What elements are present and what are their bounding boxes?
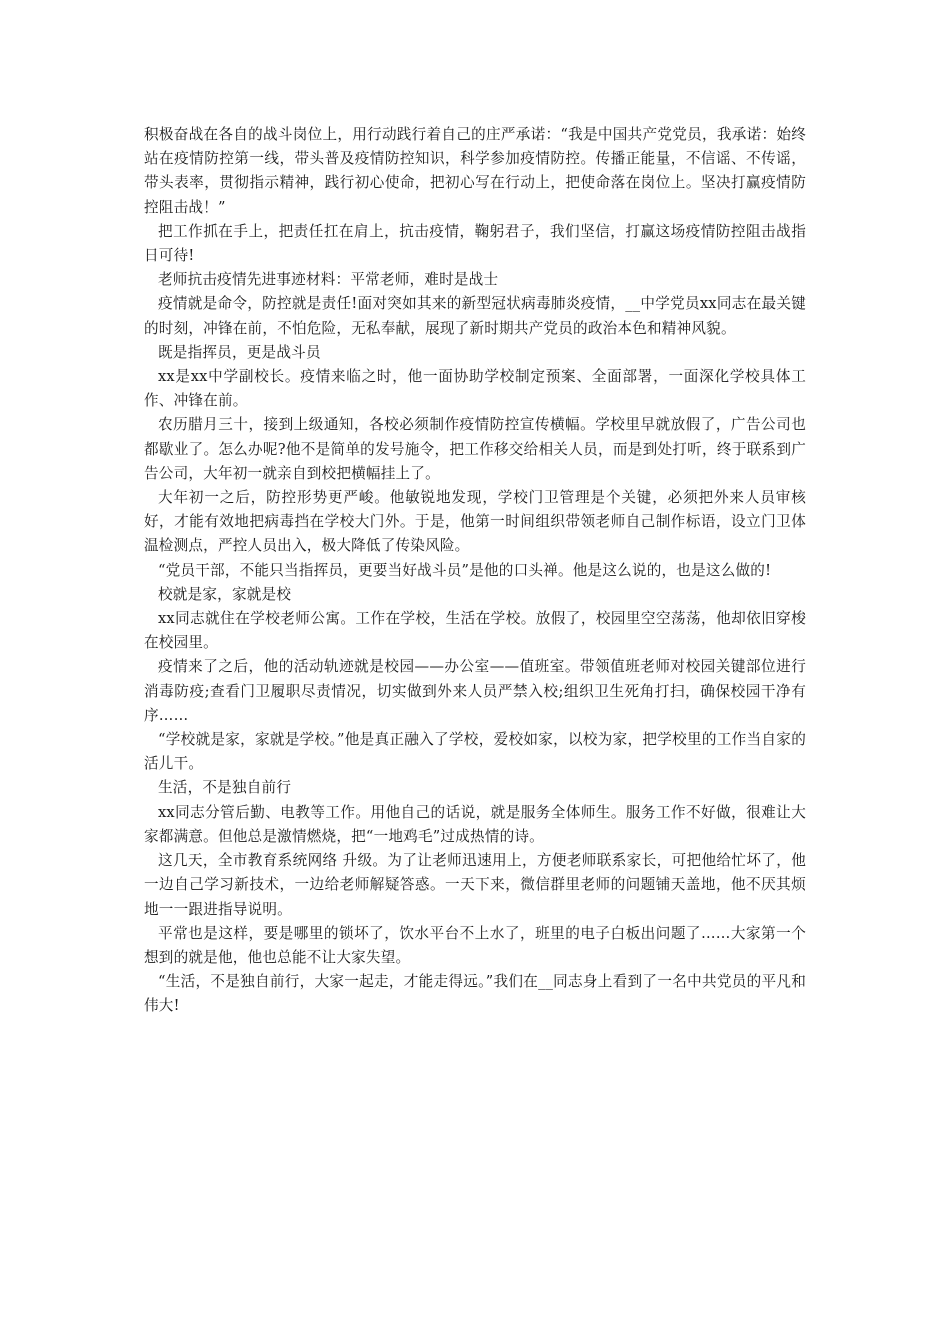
section-heading-home: 校就是家，家就是校 bbox=[158, 585, 292, 603]
paragraph-3: 疫情就是命令，防控就是责任!面对突如其来的新型冠状病毒肺炎疫情，__中学党员xx同志在最关键的时刻，冲锋在前，不怕危险，无私奉献，展现了新时期共产党员的政治本色和精神风貌。 bbox=[144, 295, 806, 337]
document-body bbox=[144, 123, 806, 1019]
paragraph-12: 这几天，全市教育系统网络 升级。为了让老师迅速用上，方便老师联系家长，可把他给忙坏了，他一边自己学习新技术，一边给老师解疑答惑。一天下来，微信群里老师的问题铺天盖地，他不厌其烦地一一跟进指导说明。 bbox=[144, 852, 806, 918]
paragraph-1: 积极奋战在各自的战斗岗位上，用行动践行着自己的庄严承诺：“我是中国共产党党员，我承诺：始终站在疫情防控第一线，带头普及疫情防控知识，科学参加疫情防控。传播正能量，不信谣、不传谣，带头表率，贯彻指示精神，践行初心使命，把初心写在行动上，把使命落在岗位上。坚决打赢疫情防控阻击战！” bbox=[144, 126, 806, 216]
paragraph-8: xx同志就住在学校老师公寓。工作在学校，生活在学校。放假了，校园里空空荡荡，他却依旧穿梭在校园里。 bbox=[144, 610, 806, 652]
paragraph-11: xx同志分管后勤、电教等工作。用他自己的话说，就是服务全体师生。服务工作不好做，很难让大家都满意。但他总是激情燃烧，把“一地鸡毛”过成热情的诗。 bbox=[144, 803, 806, 845]
paragraph-4: xx是xx中学副校长。疫情来临之时，他一面协助学校制定预案、全面部署，一面深化学校具体工作、冲锋在前。 bbox=[144, 368, 806, 410]
paragraph-14: “生活，不是独自前行，大家一起走，才能走得远。”我们在__同志身上看到了一名中共党员的平凡和伟大! bbox=[144, 973, 806, 1015]
paragraph-9: 疫情来了之后，他的活动轨迹就是校园——办公室——值班室。带领值班老师对校园关键部位进行消毒防疫;查看门卫履职尽责情况，切实做到外来人员严禁入校;组织卫生死角打扫，确保校园干净有序…… bbox=[144, 658, 806, 724]
paragraph-2: 把工作抓在手上，把责任扛在肩上，抗击疫情，鞠躬君子，我们坚信，打赢这场疫情防控阻击战指日可待! bbox=[144, 222, 806, 265]
section-heading-life: 生活，不是独自前行 bbox=[158, 779, 292, 797]
paragraph-13: 平常也是这样，要是哪里的锁坏了，饮水平台不上水了，班里的电子白板出问题了……大家第一个想到的就是他，他也总能不让大家失望。 bbox=[144, 924, 806, 966]
paragraph-10: “学校就是家，家就是学校。”他是真正融入了学校，爱校如家，以校为家，把学校里的工作当自家的活儿干。 bbox=[144, 731, 806, 773]
paragraph-6: 大年初一之后，防控形势更严峻。他敏锐地发现，学校门卫管理是个关键，必须把外来人员审核好，才能有效地把病毒挡在学校大门外。于是，他第一时间组织带领老师自己制作标语，设立门卫体温检测点，严控人员出入，极大降低了传染风险。 bbox=[144, 489, 806, 555]
paragraph-7: “党员干部，不能只当指挥员，更要当好战斗员”是他的口头禅。他是这么说的，也是这么做的! bbox=[158, 561, 772, 579]
section-heading-commander: 既是指挥员，更是战斗员 bbox=[158, 343, 321, 361]
paragraph-5: 农历腊月三十，接到上级通知，各校必须制作疫情防控宣传横幅。学校里早就放假了，广告公司也都歇业了。怎么办呢?他不是简单的发号施令，把工作移交给相关人员，而是到处打听，终于联系到广告公司，大年初一就亲自到校把横幅挂上了。 bbox=[144, 416, 806, 482]
section-heading-title: 老师抗击疫情先进事迹材料：平常老师，难时是战士 bbox=[158, 271, 499, 289]
